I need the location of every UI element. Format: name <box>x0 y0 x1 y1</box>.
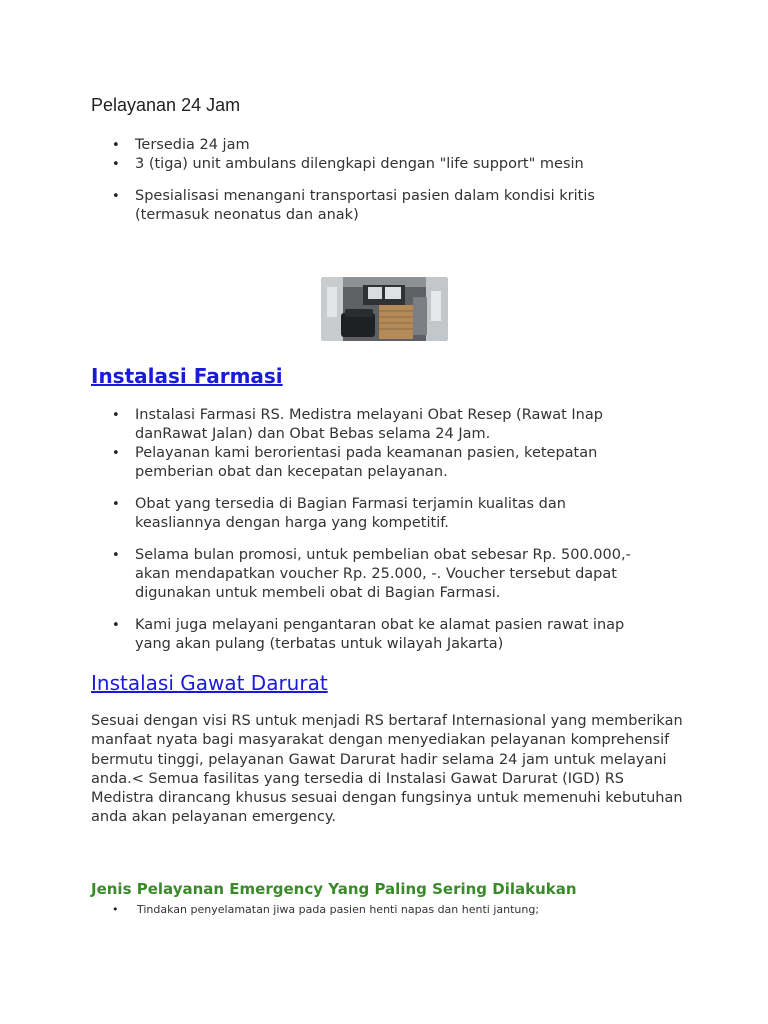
heading-instalasi-farmasi-link[interactable]: Instalasi Farmasi <box>91 364 283 388</box>
list-pelayanan-a <box>0 136 700 174</box>
list-item: • Obat yang tersedia di Bagian Farmasi terjamin kualitas dan keasliannya dengan harga yang kompetitif. <box>0 495 615 533</box>
heading-jenis-pelayanan-emergency: Jenis Pelayanan Emergency Yang Paling Sering Dilakukan <box>91 880 577 898</box>
list-item: • Tindakan penyelamatan jiwa pada pasien henti napas dan henti jantung; <box>0 902 700 917</box>
list-farmasi-b <box>0 495 615 533</box>
list-emergency <box>0 902 700 917</box>
list-item: • Pelayanan kami berorientasi pada keamanan pasien, ketepatan pemberian obat dan kecepatan pelayanan. <box>0 444 640 482</box>
list-farmasi-a <box>0 406 640 482</box>
list-item: • Spesialisasi menangani transportasi pasien dalam kondisi kritis (termasuk neonatus dan anak) <box>0 187 640 225</box>
ambulance-interior-image <box>321 277 448 341</box>
list-item: • Instalasi Farmasi RS. Medistra melayani Obat Resep (Rawat Inap danRawat Jalan) dan Obat Bebas selama 24 Jam. <box>0 406 640 444</box>
list-item: • Selama bulan promosi, untuk pembelian obat sebesar Rp. 500.000,- akan mendapatkan voucher Rp. 25.000, -. Voucher tersebut dapat digunakan untuk membeli obat di Bagian Farmasi. <box>0 546 658 603</box>
list-farmasi-d <box>0 616 650 654</box>
list-item: • Kami juga melayani pengantaran obat ke alamat pasien rawat inap yang akan pulang (terbatas untuk wilayah Jakarta) <box>0 616 650 654</box>
heading-instalasi-gawat-darurat-link[interactable]: Instalasi Gawat Darurat <box>91 671 328 695</box>
list-pelayanan-b <box>0 187 640 225</box>
list-farmasi-c <box>0 546 658 603</box>
paragraph-gawat-darurat: Sesuai dengan visi RS untuk menjadi RS bertaraf Internasional yang memberikan manfaat nyata bagi masyarakat dengan menyediakan pelayanan komprehensif bermutu tinggi, pelayanan Gawat Darurat hadir selama 24 jam untuk melayani anda.< Semua fasilitas yang tersedia di Instalasi Gawat Darurat (IGD) RS Medistra dirancang khusus sesuai dengan fungsinya untuk memenuhi kebutuhan anda akan pelayanan emergency. <box>91 713 683 826</box>
heading-pelayanan-24-jam: Pelayanan 24 Jam <box>91 95 241 115</box>
list-item: • Tersedia 24 jam <box>0 136 700 155</box>
list-item: • 3 (tiga) unit ambulans dilengkapi dengan "life support" mesin <box>0 155 700 174</box>
